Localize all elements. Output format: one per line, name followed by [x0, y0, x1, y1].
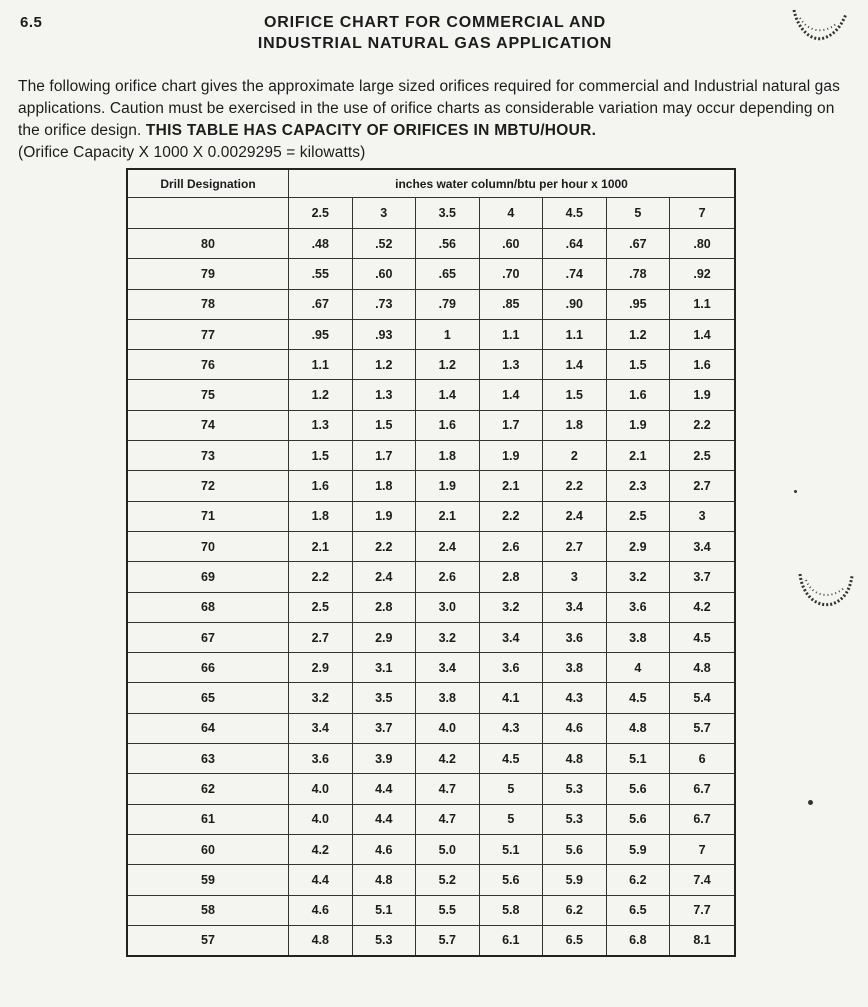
capacity-cell: 3 [670, 501, 735, 531]
capacity-cell: 3.4 [416, 653, 480, 683]
capacity-cell: 5 [479, 804, 543, 834]
capacity-cell: 2.2 [289, 562, 353, 592]
capacity-cell: .85 [479, 289, 543, 319]
speck-mark [794, 490, 797, 493]
capacity-cell: 6.5 [606, 895, 670, 925]
pressure-header-cell: 7 [670, 198, 735, 229]
capacity-cell: 1.7 [352, 441, 416, 471]
pressure-group-header: inches water column/btu per hour x 1000 [289, 169, 736, 198]
capacity-cell: 6.8 [606, 925, 670, 956]
capacity-cell: .78 [606, 259, 670, 289]
capacity-cell: .56 [416, 229, 480, 259]
capacity-cell: 6.1 [479, 925, 543, 956]
capacity-cell: 1.4 [479, 380, 543, 410]
drill-size-cell: 76 [127, 350, 289, 380]
capacity-cell: 3.2 [479, 592, 543, 622]
capacity-cell: 3.8 [606, 622, 670, 652]
capacity-cell: 1.2 [606, 319, 670, 349]
section-number: 6.5 [20, 14, 43, 31]
drill-size-cell: 78 [127, 289, 289, 319]
drill-size-cell: 57 [127, 925, 289, 956]
capacity-cell: 1.4 [670, 319, 735, 349]
capacity-cell: .73 [352, 289, 416, 319]
capacity-cell: 5.5 [416, 895, 480, 925]
capacity-cell: 3.6 [606, 592, 670, 622]
capacity-cell: 5.0 [416, 834, 480, 864]
capacity-cell: 3.8 [543, 653, 607, 683]
capacity-cell: 2.2 [479, 501, 543, 531]
capacity-cell: 7.7 [670, 895, 735, 925]
capacity-cell: 5.3 [543, 804, 607, 834]
capacity-cell: 4.8 [543, 744, 607, 774]
capacity-cell: 3.4 [289, 713, 353, 743]
capacity-cell: 1.9 [606, 410, 670, 440]
capacity-cell: 4.7 [416, 774, 480, 804]
capacity-cell: 5.1 [479, 834, 543, 864]
capacity-cell: 1.3 [289, 410, 353, 440]
capacity-cell: 4 [606, 653, 670, 683]
capacity-cell: .79 [416, 289, 480, 319]
capacity-cell: 1.6 [606, 380, 670, 410]
drill-size-cell: 60 [127, 834, 289, 864]
capacity-cell: 6 [670, 744, 735, 774]
capacity-cell: 2.2 [543, 471, 607, 501]
empty-header-cell [127, 198, 289, 229]
capacity-cell: 2.4 [416, 531, 480, 561]
capacity-cell: 6.2 [606, 865, 670, 895]
capacity-cell: 5.7 [416, 925, 480, 956]
pressure-header-cell: 2.5 [289, 198, 353, 229]
capacity-cell: 5.6 [606, 774, 670, 804]
capacity-cell: 4.1 [479, 683, 543, 713]
drill-size-cell: 75 [127, 380, 289, 410]
page-title [200, 12, 670, 54]
table-row [127, 441, 735, 471]
capacity-cell: 1.8 [416, 441, 480, 471]
table-row [127, 744, 735, 774]
capacity-cell: 1.2 [352, 350, 416, 380]
capacity-cell: 4.6 [543, 713, 607, 743]
capacity-cell: 3.4 [479, 622, 543, 652]
capacity-cell: 5 [479, 774, 543, 804]
capacity-cell: 1.1 [479, 319, 543, 349]
capacity-cell: 1.2 [416, 350, 480, 380]
capacity-cell: .95 [289, 319, 353, 349]
drill-size-cell: 67 [127, 622, 289, 652]
table-row [127, 410, 735, 440]
capacity-cell: 6.7 [670, 804, 735, 834]
capacity-cell: 4.5 [606, 683, 670, 713]
capacity-cell: 3.6 [289, 744, 353, 774]
capacity-cell: 4.8 [670, 653, 735, 683]
capacity-cell: .65 [416, 259, 480, 289]
table-row [127, 289, 735, 319]
capacity-cell: 2.1 [479, 471, 543, 501]
pressure-header-cell: 5 [606, 198, 670, 229]
table-row [127, 622, 735, 652]
capacity-cell: 3.1 [352, 653, 416, 683]
capacity-cell: 1.1 [289, 350, 353, 380]
drill-size-cell: 71 [127, 501, 289, 531]
capacity-cell: .60 [352, 259, 416, 289]
capacity-cell: 2.2 [670, 410, 735, 440]
capacity-cell: 4.6 [289, 895, 353, 925]
table-row [127, 562, 735, 592]
pressure-header-cell: 4.5 [543, 198, 607, 229]
drill-size-cell: 72 [127, 471, 289, 501]
table-row [127, 834, 735, 864]
capacity-cell: 1.3 [479, 350, 543, 380]
capacity-cell: 6.2 [543, 895, 607, 925]
capacity-cell: 1.5 [543, 380, 607, 410]
capacity-cell: 1.5 [606, 350, 670, 380]
orifice-table [126, 168, 736, 957]
capacity-cell: 4.2 [416, 744, 480, 774]
capacity-cell: 1 [416, 319, 480, 349]
title-line-1: ORIFICE CHART FOR COMMERCIAL AND [263, 14, 607, 31]
drill-size-cell: 68 [127, 592, 289, 622]
speck-mark [808, 800, 813, 805]
table-row [127, 653, 735, 683]
capacity-cell: 4.0 [289, 774, 353, 804]
capacity-cell: 3.2 [606, 562, 670, 592]
capacity-cell: 2.1 [416, 501, 480, 531]
capacity-cell: 1.3 [352, 380, 416, 410]
capacity-cell: 1.8 [352, 471, 416, 501]
capacity-cell: 5.6 [479, 865, 543, 895]
capacity-cell: .55 [289, 259, 353, 289]
capacity-cell: 3.8 [416, 683, 480, 713]
capacity-cell: .70 [479, 259, 543, 289]
capacity-cell: 5.8 [479, 895, 543, 925]
capacity-cell: .60 [479, 229, 543, 259]
drill-size-cell: 62 [127, 774, 289, 804]
capacity-cell: 3.0 [416, 592, 480, 622]
capacity-cell: 2.4 [352, 562, 416, 592]
intro-paragraph [18, 76, 850, 164]
pressure-header-cell: 3 [352, 198, 416, 229]
drill-size-cell: 80 [127, 229, 289, 259]
capacity-cell: 1.9 [416, 471, 480, 501]
table-row [127, 229, 735, 259]
capacity-cell: 2.7 [543, 531, 607, 561]
drill-size-cell: 58 [127, 895, 289, 925]
title-line-2: INDUSTRIAL NATURAL GAS APPLICATION [257, 35, 613, 52]
pressure-header-cell: 3.5 [416, 198, 480, 229]
capacity-cell: .93 [352, 319, 416, 349]
capacity-cell: 1.9 [352, 501, 416, 531]
drill-size-cell: 73 [127, 441, 289, 471]
capacity-cell: 2.8 [352, 592, 416, 622]
capacity-cell: 6.7 [670, 774, 735, 804]
capacity-cell: .80 [670, 229, 735, 259]
drill-designation-header: Drill Designation [127, 169, 289, 198]
capacity-cell: 3.7 [352, 713, 416, 743]
ink-blot-decoration-2 [796, 570, 856, 610]
capacity-cell: 4.4 [289, 865, 353, 895]
capacity-cell: 5.4 [670, 683, 735, 713]
capacity-cell: 2.1 [606, 441, 670, 471]
capacity-cell: 2.6 [416, 562, 480, 592]
capacity-cell: 2.9 [352, 622, 416, 652]
capacity-cell: 1.4 [543, 350, 607, 380]
capacity-cell: 1.1 [670, 289, 735, 319]
drill-size-cell: 59 [127, 865, 289, 895]
capacity-cell: 1.9 [479, 441, 543, 471]
capacity-cell: 8.1 [670, 925, 735, 956]
capacity-cell: 3 [543, 562, 607, 592]
table-row [127, 501, 735, 531]
capacity-cell: 5.2 [416, 865, 480, 895]
capacity-cell: 1.8 [543, 410, 607, 440]
intro-formula: (Orifice Capacity X 1000 X 0.0029295 = kilowatts) [18, 144, 366, 161]
capacity-cell: 2.9 [289, 653, 353, 683]
capacity-cell: 3.9 [352, 744, 416, 774]
capacity-cell: 4.0 [416, 713, 480, 743]
capacity-cell: 1.2 [289, 380, 353, 410]
capacity-cell: 4.5 [479, 744, 543, 774]
capacity-cell: 7.4 [670, 865, 735, 895]
table-row [127, 471, 735, 501]
capacity-cell: 2.1 [289, 531, 353, 561]
table-row [127, 713, 735, 743]
drill-size-cell: 77 [127, 319, 289, 349]
capacity-cell: 4.4 [352, 774, 416, 804]
intro-text: The following orifice chart gives the approximate large sized orifices required for commercial and Industrial natural gas applications. Caution must be exercised in the use of orifice charts as considerable variation may occur depending on the orifice design. [18, 78, 840, 139]
drill-size-cell: 74 [127, 410, 289, 440]
capacity-cell: 2.5 [606, 501, 670, 531]
table-row [127, 350, 735, 380]
drill-size-cell: 70 [127, 531, 289, 561]
capacity-cell: 4.5 [670, 622, 735, 652]
table-row [127, 804, 735, 834]
capacity-cell: 7 [670, 834, 735, 864]
table-row [127, 683, 735, 713]
capacity-cell: 2.3 [606, 471, 670, 501]
capacity-cell: 1.1 [543, 319, 607, 349]
table-row [127, 895, 735, 925]
capacity-cell: 5.1 [606, 744, 670, 774]
table-row [127, 259, 735, 289]
capacity-cell: 1.5 [289, 441, 353, 471]
table-row [127, 592, 735, 622]
capacity-cell: 1.4 [416, 380, 480, 410]
capacity-cell: 1.6 [416, 410, 480, 440]
capacity-cell: 2.6 [479, 531, 543, 561]
capacity-cell: 5.9 [606, 834, 670, 864]
capacity-cell: 2.5 [289, 592, 353, 622]
capacity-cell: .52 [352, 229, 416, 259]
drill-size-cell: 66 [127, 653, 289, 683]
drill-size-cell: 63 [127, 744, 289, 774]
capacity-cell: 2 [543, 441, 607, 471]
capacity-cell: 2.8 [479, 562, 543, 592]
capacity-cell: 2.2 [352, 531, 416, 561]
capacity-cell: 3.2 [416, 622, 480, 652]
capacity-cell: 2.7 [670, 471, 735, 501]
capacity-cell: 5.6 [543, 834, 607, 864]
capacity-cell: 4.8 [352, 865, 416, 895]
capacity-cell: .95 [606, 289, 670, 319]
intro-emphasis: THIS TABLE HAS CAPACITY OF ORIFICES IN MBTU/HOUR. [145, 122, 597, 139]
capacity-cell: 5.6 [606, 804, 670, 834]
capacity-cell: 1.6 [670, 350, 735, 380]
capacity-cell: 4.8 [606, 713, 670, 743]
capacity-cell: 2.4 [543, 501, 607, 531]
capacity-cell: 1.7 [479, 410, 543, 440]
capacity-cell: 3.4 [543, 592, 607, 622]
capacity-cell: 3.2 [289, 683, 353, 713]
capacity-cell: 1.6 [289, 471, 353, 501]
capacity-cell: 2.5 [670, 441, 735, 471]
capacity-cell: .92 [670, 259, 735, 289]
capacity-cell: 4.2 [289, 834, 353, 864]
capacity-cell: 2.9 [606, 531, 670, 561]
pressure-header-cell: 4 [479, 198, 543, 229]
pressure-header-row [127, 198, 735, 229]
capacity-cell: 3.6 [479, 653, 543, 683]
drill-size-cell: 61 [127, 804, 289, 834]
table-header-row [127, 169, 735, 198]
capacity-cell: 1.5 [352, 410, 416, 440]
drill-size-cell: 69 [127, 562, 289, 592]
capacity-cell: 4.2 [670, 592, 735, 622]
capacity-cell: 1.9 [670, 380, 735, 410]
capacity-cell: 5.1 [352, 895, 416, 925]
table-row [127, 531, 735, 561]
table-row [127, 865, 735, 895]
capacity-cell: 5.9 [543, 865, 607, 895]
capacity-cell: 4.0 [289, 804, 353, 834]
drill-size-cell: 65 [127, 683, 289, 713]
drill-size-cell: 79 [127, 259, 289, 289]
table-row [127, 380, 735, 410]
capacity-cell: .67 [606, 229, 670, 259]
capacity-cell: 4.4 [352, 804, 416, 834]
table-row [127, 774, 735, 804]
capacity-cell: 3.5 [352, 683, 416, 713]
capacity-cell: .64 [543, 229, 607, 259]
capacity-cell: .90 [543, 289, 607, 319]
capacity-cell: 3.6 [543, 622, 607, 652]
capacity-cell: 1.8 [289, 501, 353, 531]
capacity-cell: 4.3 [543, 683, 607, 713]
capacity-cell: .48 [289, 229, 353, 259]
capacity-cell: .67 [289, 289, 353, 319]
ink-blot-decoration [790, 4, 850, 44]
capacity-cell: 4.6 [352, 834, 416, 864]
capacity-cell: 5.7 [670, 713, 735, 743]
capacity-cell: 3.4 [670, 531, 735, 561]
capacity-cell: 5.3 [352, 925, 416, 956]
capacity-cell: 4.3 [479, 713, 543, 743]
table-row [127, 925, 735, 956]
capacity-cell: 3.7 [670, 562, 735, 592]
capacity-cell: 4.8 [289, 925, 353, 956]
capacity-cell: 4.7 [416, 804, 480, 834]
capacity-cell: 5.3 [543, 774, 607, 804]
capacity-cell: .74 [543, 259, 607, 289]
capacity-cell: 2.7 [289, 622, 353, 652]
table-row [127, 319, 735, 349]
capacity-cell: 6.5 [543, 925, 607, 956]
drill-size-cell: 64 [127, 713, 289, 743]
